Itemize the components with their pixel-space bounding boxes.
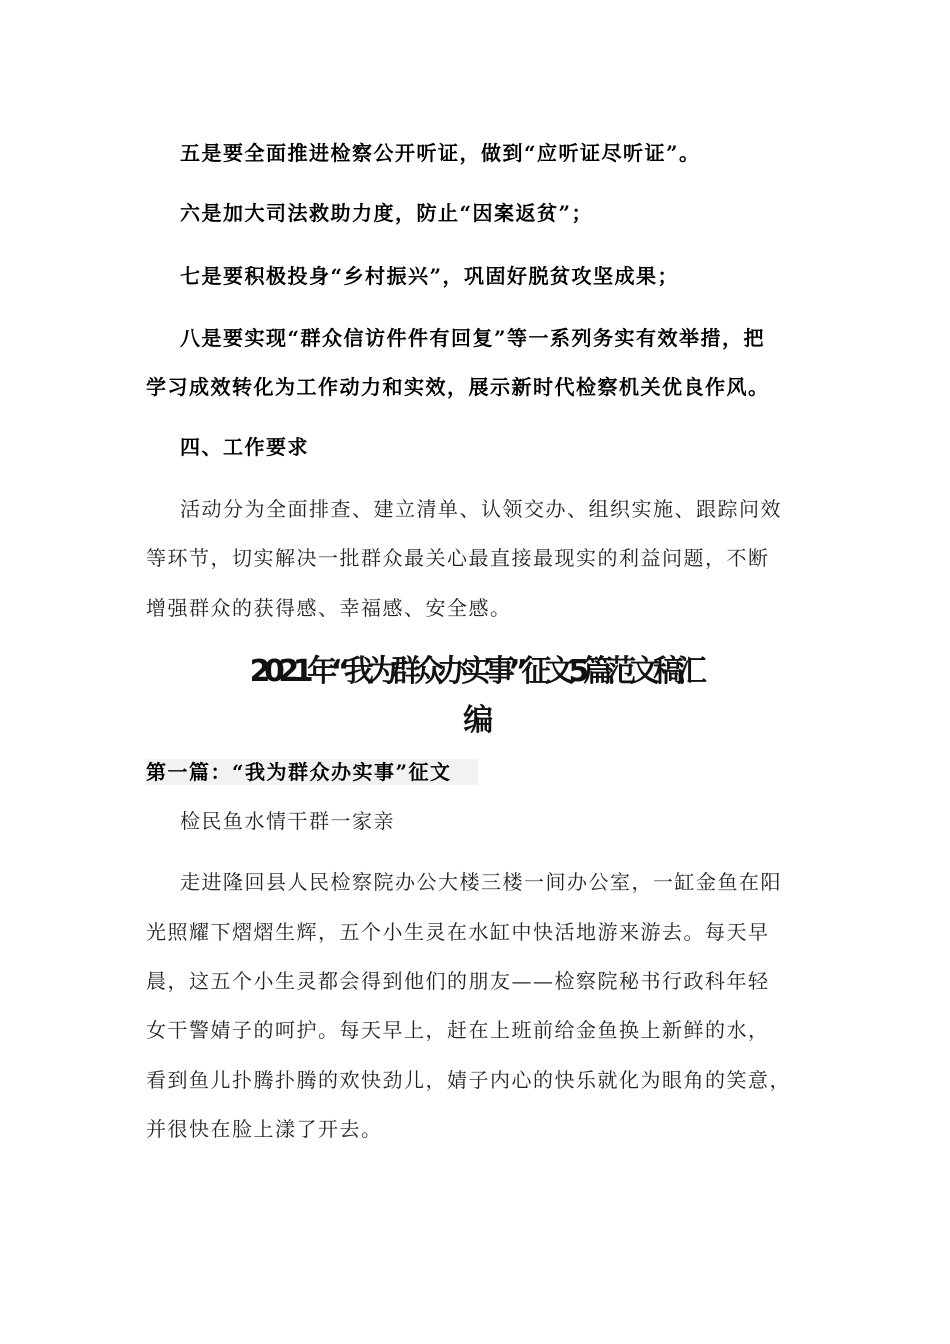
section-four-para-line3: 增强群众的获得感、幸福感、安全感。 xyxy=(146,596,512,620)
article-one-para-line3: 晨，这五个小生灵都会得到他们的朋友——检察院秘书行政科年轻 xyxy=(146,969,770,993)
item-five: 五是要全面推进检察公开听证，做到“应听证尽听证”。 xyxy=(180,141,701,165)
section-four-heading: 四、工作要求 xyxy=(180,435,309,459)
item-eight-line1: 八是要实现“群众信访件件有回复”等一系列务实有效举措，把 xyxy=(180,326,766,350)
article-one-para-line4: 女干警婧子的呵护。每天早上，赶在上班前给金鱼换上新鲜的水， xyxy=(146,1018,770,1042)
article-one-para-line2: 光照耀下熠熠生辉，五个小生灵在水缸中快活地游来游去。每天早 xyxy=(146,920,770,944)
item-eight-line2: 学习成效转化为工作动力和实效，展示新时代检察机关优良作风。 xyxy=(146,375,770,399)
article-one-subheading: 第一篇：“我为群众办实事”征文 xyxy=(146,760,452,784)
item-seven: 七是要积极投身“乡村振兴”，巩固好脱贫攻坚成果； xyxy=(180,264,680,288)
section-four-para-line2: 等环节，切实解决一批群众最关心最直接最现实的利益问题，不断 xyxy=(146,546,770,570)
article-one-para-line6: 并很快在脸上漾了开去。 xyxy=(146,1117,383,1141)
article-one-para-line5: 看到鱼儿扑腾扑腾的欢快劲儿，婧子内心的快乐就化为眼角的笑意， xyxy=(146,1068,791,1092)
document-title-line2: 编 xyxy=(463,703,487,738)
section-four-para-line1: 活动分为全面排查、建立清单、认领交办、组织实施、跟踪问效 xyxy=(180,497,782,521)
item-six: 六是加大司法救助力度，防止“因案返贫”； xyxy=(180,201,594,225)
article-one-para-line1: 走进隆回县人民检察院办公大楼三楼一间办公室，一缸金鱼在阳 xyxy=(180,870,782,894)
article-one-lead: 检民鱼水情干群一家亲 xyxy=(180,809,395,833)
document-title-line1: 2021年“我为群众办实事”征文5篇范文稿汇 xyxy=(249,654,701,689)
